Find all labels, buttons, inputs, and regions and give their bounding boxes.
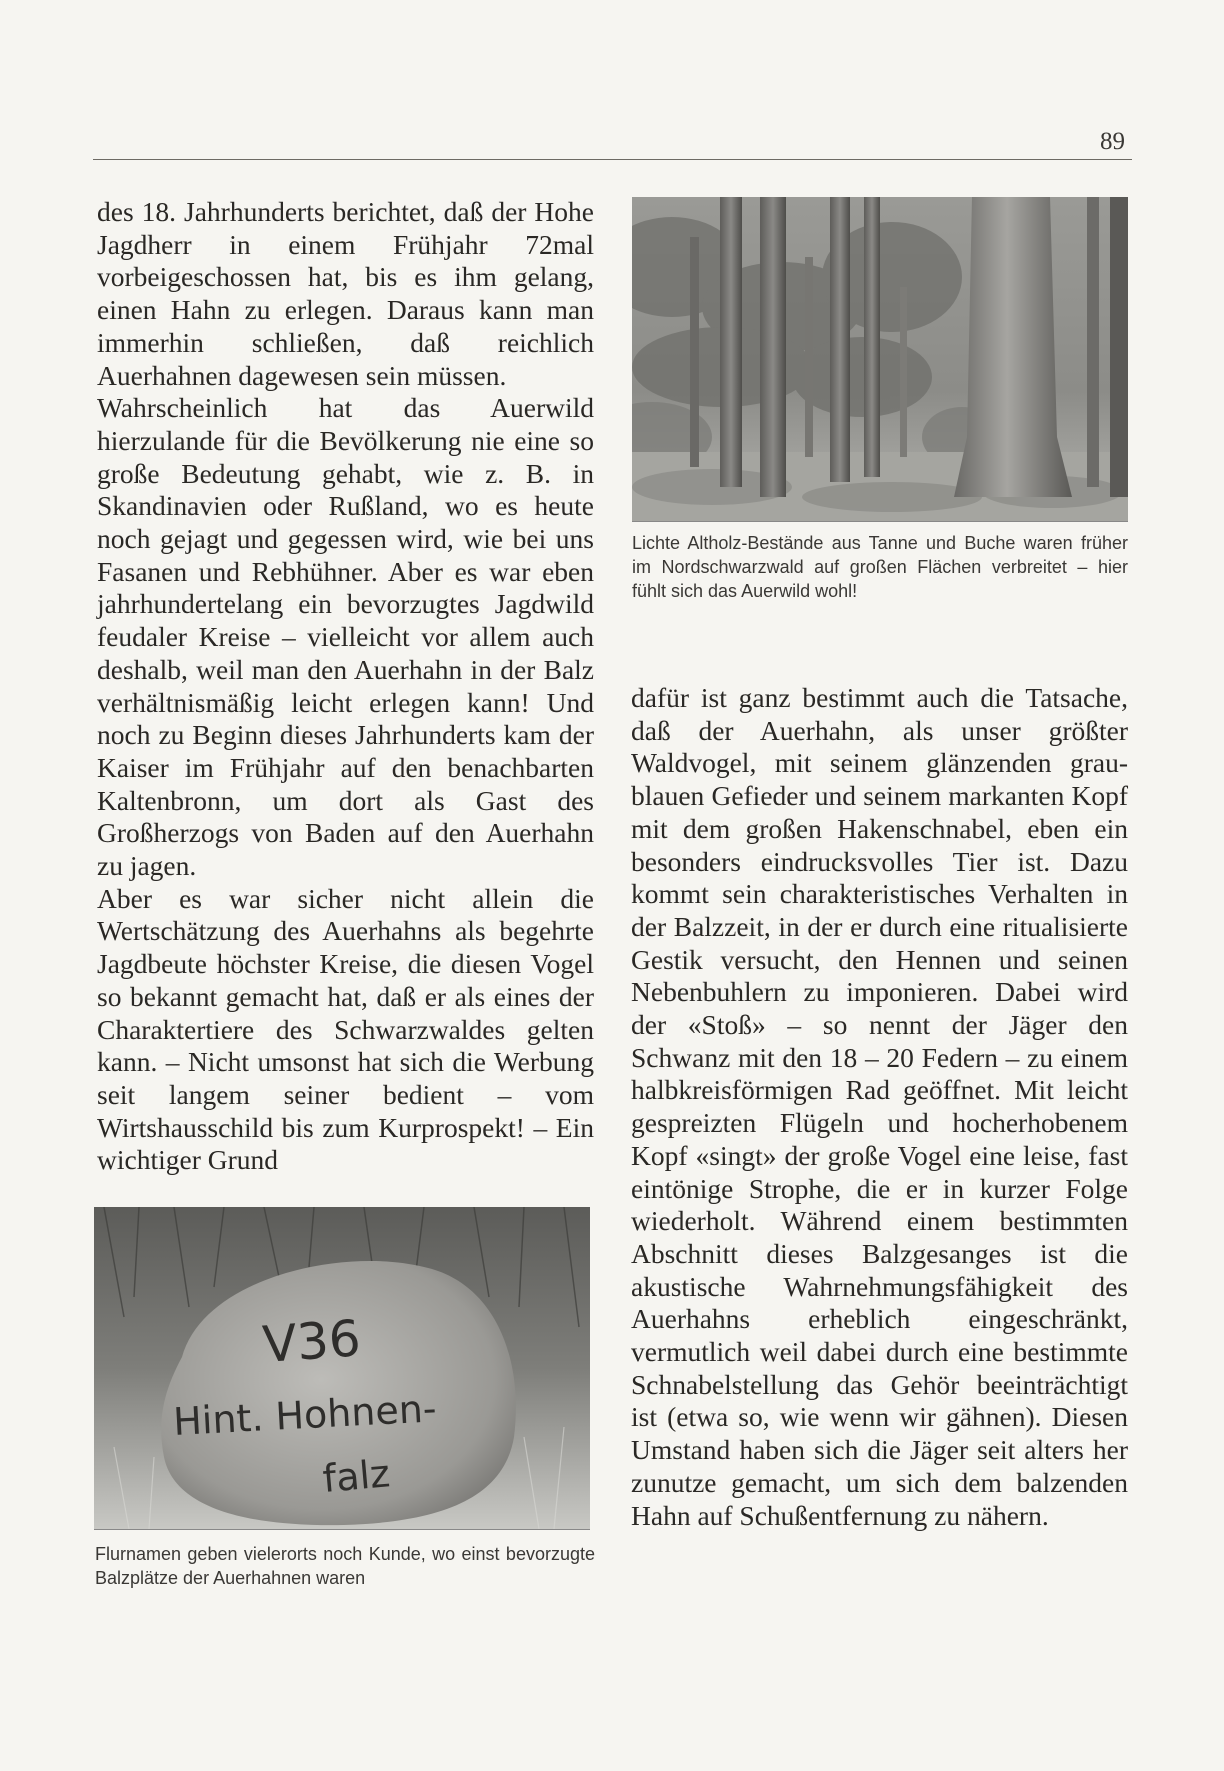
paragraph-3: Aber es war sicher nicht allein die Wertschätzung des Auerhahns als begehrte Jagdbeute höchster Kreise, die diesen Vogel so bekannt gemacht hat, daß er als eines der Charaktertiere des Schwarzwaldes gelten kann. – Nicht umsonst hat sich die Werbung seit langem seiner bedient – vom Wirtshausschild bis zum Kurprospekt! – Ein wichtiger Grund <box>97 882 594 1176</box>
forest-photo-drawing <box>632 197 1128 521</box>
paragraph-1: des 18. Jahrhunderts berichtet, daß der Hohe Jagdherr in einem Frühjahr 72mal vorbeigeschossen hat, bis es ihm gelang, einen Hahn zu erlegen. Daraus kann man immerhin schließen, daß reichlich Auerhahnen dagewesen sein müssen. <box>97 196 594 391</box>
paragraph-2: Wahrscheinlich hat das Auerwild hierzulande für die Bevölkerung nie eine so große Bedeutung gehabt, wie z. B. in Skandinavien oder Rußland, wo es heute noch gejagt und gegessen wird, wie bei uns Fasanen und Rebhühner. Aber es war eben jahrhundertelang ein bevorzugtes Jagdwild feudaler Kreise – vielleicht vor allem auch deshalb, weil man den Auerhahn in der Balz verhältnismäßig leicht erlegen kann! Und noch zu Beginn dieses Jahrhunderts kam der Kaiser im Frühjahr auf den benachbarten Kaltenbronn, um dort als Gast des Großherzogs von Baden auf den Auerhahn zu jagen. <box>97 392 594 882</box>
left-text-column <box>97 196 594 1177</box>
paragraph-4: dafür ist ganz bestimmt auch die Tatsache, daß der Auerhahn, als unser größter Waldvogel, mit seinem glänzenden grau-blauen Gefieder und seinem markanten Kopf mit dem großen Hakenschnabel, eben ein besonders eindrucksvolles Tier ist. Dazu kommt sein charakteristisches Verhalten in der Balzzeit, in der er durch eine ritualisierte Gestik versucht, den Hennen und seinen Nebenbuhlern zu imponieren. Dabei wird der «Stoß» – so nennt der Jäger den Schwanz mit den 18 – 20 Federn – zu einem halbkreisförmigen Rad geöffnet. Mit leicht gespreizten Flügeln und hocherhobenem Kopf «singt» der große Vogel eine leise, fast eintönige Strophe, die er in kurzer Folge wiederholt. Während einem bestimmten Abschnitt dieses Balzgesanges ist die akustische Wahrnehmungsfähigkeit des Auerhahns erheblich eingeschränkt, vermutlich weil dabei durch eine bestimmte Schnabelstellung das Gehör beeinträchtigt ist (etwa so, wie wenn wir gähnen). Diesen Umstand haben sich die Jäger seit alters her zunutze gemacht, um sich dem balzenden Hahn auf Schußentfernung zu nähern. <box>631 682 1128 1531</box>
forest-photo-caption: Lichte Altholz-Bestände aus Tanne und Buche waren früher im Nordschwarzwald auf großen Flächen verbreitet – hier fühlt sich das Auerwild wohl! <box>632 533 1128 601</box>
header-rule <box>93 159 1132 160</box>
stone-inscription-falz: falz <box>320 1451 392 1501</box>
forest-photo <box>632 197 1128 522</box>
stone-inscription-number: Ⅴ36 <box>260 1309 363 1374</box>
stone-inscription-name: Hint. Hohnen- <box>172 1386 438 1444</box>
boundary-stone-photo <box>94 1207 590 1530</box>
boundary-stone-drawing <box>94 1207 590 1529</box>
right-text-column <box>631 682 1128 1532</box>
boundary-stone-caption: Flurnamen geben vielerorts noch Kunde, wo einst bevorzugte Balzplätze der Auerhahnen waren <box>95 1544 595 1588</box>
page-number: 89 <box>1100 128 1125 155</box>
